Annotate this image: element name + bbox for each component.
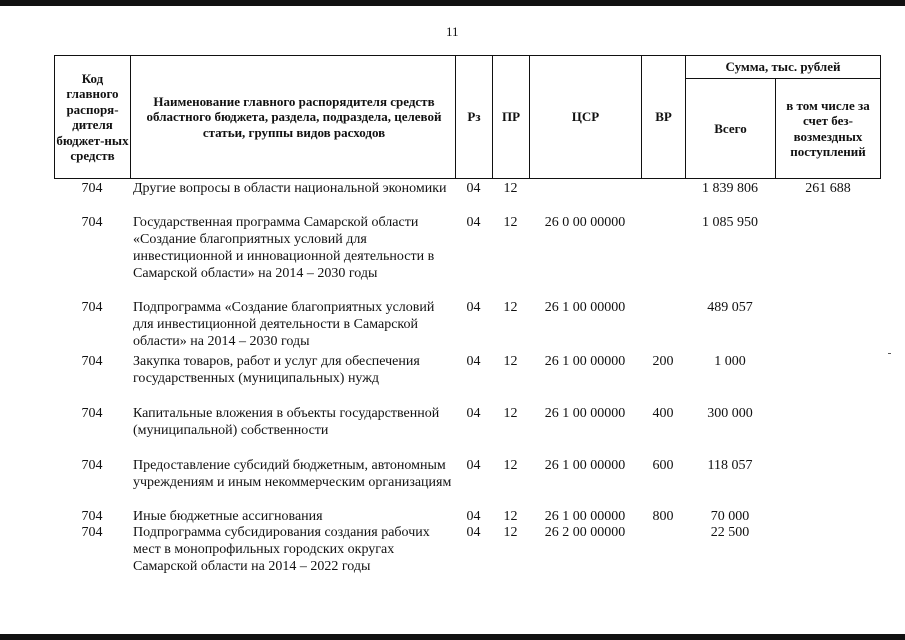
- row-total: 1 085 950: [702, 215, 758, 230]
- row-code: 704: [81, 525, 103, 540]
- header-total: Всего: [714, 120, 747, 136]
- row-rz: 04: [466, 215, 481, 230]
- row-rz: 04: [466, 354, 481, 369]
- row-total: 300 000: [707, 406, 753, 421]
- row-name: Иные бюджетные ассигнования: [133, 509, 323, 524]
- top-border: [0, 0, 905, 6]
- row-pr: 12: [503, 509, 518, 524]
- margin-mark: [888, 353, 891, 354]
- row-rz: 04: [466, 525, 481, 540]
- row-rz: 04: [466, 509, 481, 524]
- row-rz: 04: [466, 300, 481, 315]
- header-pr: ПР: [501, 109, 521, 125]
- row-total: 22 500: [710, 525, 750, 540]
- row-pr: 12: [503, 181, 518, 196]
- header-code: Код главного распоря-дителя бюджет-ных средств: [56, 70, 129, 163]
- row-name: Предоставление субсидий бюджетным, автономным учреждениям и иным некоммерческим организациям: [133, 458, 452, 490]
- row-code: 704: [81, 509, 103, 524]
- header-vr: ВР: [655, 109, 672, 125]
- row-rz: 04: [466, 181, 481, 196]
- row-csr: 26 1 00 00000: [544, 406, 626, 421]
- row-rz: 04: [466, 458, 481, 473]
- row-vr: 800: [652, 509, 674, 524]
- header-csr: ЦСР: [571, 109, 600, 125]
- row-pr: 12: [503, 215, 518, 230]
- row-name: Подпрограмма субсидирования создания рабочих мест в монопрофильных городских округах Самарской области на 2014 – 2022 годы: [133, 525, 430, 574]
- header-sum: Сумма, тыс. рублей: [725, 59, 841, 75]
- row-name: Закупка товаров, работ и услуг для обеспечения государственных (муниципальных) нужд: [133, 354, 420, 386]
- row-csr: 26 2 00 00000: [544, 525, 626, 540]
- row-vr: 400: [652, 406, 674, 421]
- row-csr: 26 1 00 00000: [544, 354, 626, 369]
- row-name: Государственная программа Самарской области «Создание благоприятных условий для инвестиционной и инновационной деятельности в Самарской области» на 2014 – 2030 годы: [133, 215, 435, 281]
- row-total: 1 839 806: [702, 181, 758, 196]
- header-gratuitous: в том числе за счет без-возмездных поступлений: [786, 97, 870, 159]
- page-number: 11: [446, 24, 459, 39]
- row-csr: 26 1 00 00000: [544, 458, 626, 473]
- row-pr: 12: [503, 525, 518, 540]
- row-total: 1 000: [714, 354, 746, 369]
- row-pr: 12: [503, 354, 518, 369]
- row-code: 704: [81, 406, 103, 421]
- row-csr: 26 1 00 00000: [544, 300, 626, 315]
- row-code: 704: [81, 300, 103, 315]
- row-rz: 04: [466, 406, 481, 421]
- header-name: Наименование главного распорядителя средств областного бюджета, раздела, подраздела, целевой статьи, группы видов расходов: [146, 93, 442, 140]
- header-rz: Рз: [467, 109, 481, 125]
- row-total: 118 057: [707, 458, 753, 473]
- row-code: 704: [81, 458, 103, 473]
- row-gratuitous: 261 688: [805, 181, 851, 196]
- row-vr: 200: [652, 354, 674, 369]
- row-code: 704: [81, 354, 103, 369]
- row-vr: 600: [652, 458, 674, 473]
- row-name: Подпрограмма «Создание благоприятных условий для инвестиционной деятельности в Самарской области» на 2014 – 2030 годы: [133, 300, 435, 349]
- row-total: 70 000: [710, 509, 750, 524]
- table-header: [54, 55, 881, 179]
- row-pr: 12: [503, 406, 518, 421]
- row-name: Капитальные вложения в объекты государственной (муниципальной) собственности: [133, 406, 440, 438]
- bottom-border: [0, 634, 905, 640]
- row-pr: 12: [503, 458, 518, 473]
- row-code: 704: [81, 215, 103, 230]
- row-pr: 12: [503, 300, 518, 315]
- row-csr: 26 0 00 00000: [544, 215, 626, 230]
- row-csr: 26 1 00 00000: [544, 509, 626, 524]
- row-total: 489 057: [707, 300, 753, 315]
- row-name: Другие вопросы в области национальной экономики: [133, 181, 447, 196]
- row-code: 704: [81, 181, 103, 196]
